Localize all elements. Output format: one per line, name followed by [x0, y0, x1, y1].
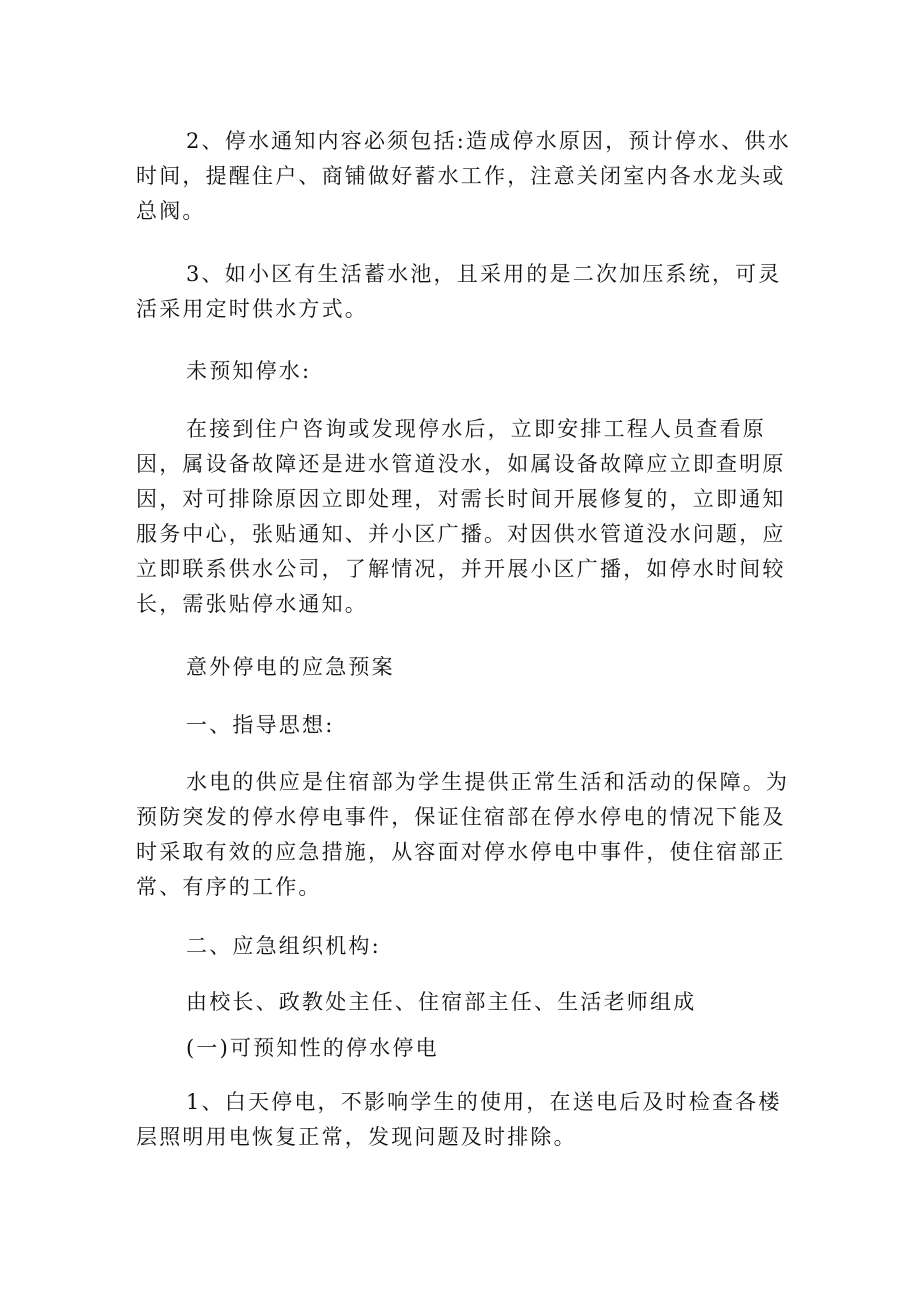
heading-guiding-principle: 一、指导思想: — [186, 713, 335, 737]
heading-power-outage-plan: 意外停电的应急预案 — [186, 655, 395, 679]
paragraph-water-notice-content: 2、停水通知内容必须包括:造成停水原因，预计停水、供水时间，提醒住户、商铺做好蓄水工作，注意关闭室内各水龙头或总阀。 — [136, 129, 791, 223]
paragraph-organization-members: 由校长、政教处主任、住宿部主任、生活老师组成 — [186, 990, 697, 1014]
paragraph-guiding-principle: 水电的供应是住宿部为学生提供正常生活和活动的保障。为预防突发的停水停电事件，保证住宿部在停水停电的情况下能及时采取有效的应急措施，从容面对停水停电中事件，使住宿部正常、有序的工作。 — [136, 770, 790, 899]
paragraph-unexpected-outage-procedure: 在接到住户咨询或发现停水后，立即安排工程人员查看原因，属设备故障还是进水管道没水，如属设备故障应立即查明原因，对可排除原因立即处理，对需长时间开展修复的，立即通知服务中心，张贴通知、并小区广播。对因供水管道没水问题，应立即联系供水公司，了解情况，并开展小区广播，如停水时间较长，需张贴停水通知。 — [136, 417, 786, 616]
paragraph-timed-water-supply: 3、如小区有生活蓄水池，且采用的是二次加压系统，可灵活采用定时供水方式。 — [136, 262, 782, 321]
heading-unexpected-water-outage: 未预知停水: — [186, 359, 312, 383]
heading-predictable-outage: (一)可预知性的停水停电 — [186, 1036, 439, 1060]
paragraph-daytime-power-outage: 1、白天停电，不影响学生的使用，在送电后及时检查各楼层照明用电恢复正常，发现问题及时排除。 — [136, 1090, 782, 1149]
heading-emergency-organization: 二、应急组织机构: — [186, 934, 381, 958]
